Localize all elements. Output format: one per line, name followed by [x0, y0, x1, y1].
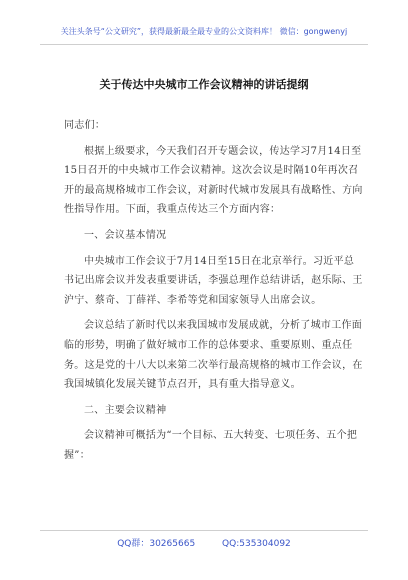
paragraph-spirit: 会议精神可概括为“一个目标、五大转变、七项任务、五个把握”：: [64, 430, 358, 461]
paragraph-intro: 根据上级要求，今天我们召开专题会议，传达学习7月14日至15日召开的中央城市工作会议精神。这次会议是时隔10年再次召开的最高规格城市工作会议，对新时代城市发展具有战略性、方向性指导作用。下面，我重点传达三个方面内容：: [64, 145, 363, 216]
document-body: [64, 116, 364, 472]
header-divider: [40, 44, 368, 45]
salutation: 同志们：: [64, 120, 106, 131]
footer-divider: [40, 530, 368, 531]
paragraph-meeting-summary: 会议总结了新时代以来我国城市发展成就，分析了城市工作面临的形势，明确了做好城市工作的总体要求、重要原则、重点任务。这是党的十八大以来第二次举行最高规格的城市工作会议，在我国城镇化发展关键节点召开，具有重大指导意义。: [64, 320, 363, 391]
section-heading-1: 一、会议基本情况: [84, 229, 167, 241]
document-title: 关于传达中央城市工作会议精神的讲话提纲: [99, 78, 309, 91]
footer-contact: [0, 536, 408, 549]
paragraph-meeting-info: 中央城市工作会议于7月14日至15日在北京举行。习近平总书记出席会议并发表重要讲话，李强总理作总结讲话，赵乐际、王沪宁、蔡奇、丁薛祥、李希等党和国家领导人出席会议。: [64, 255, 363, 306]
header-promo-note: 关注头条号“公文研究”，获得最新最全最专业的公文资料库！ 微信：gongwenyj: [60, 27, 348, 36]
qq-number-label: QQ:535304092: [222, 539, 291, 549]
section-heading-2: 二、主要会议精神: [84, 404, 167, 416]
qq-group-label: QQ群：30265665: [117, 539, 196, 549]
